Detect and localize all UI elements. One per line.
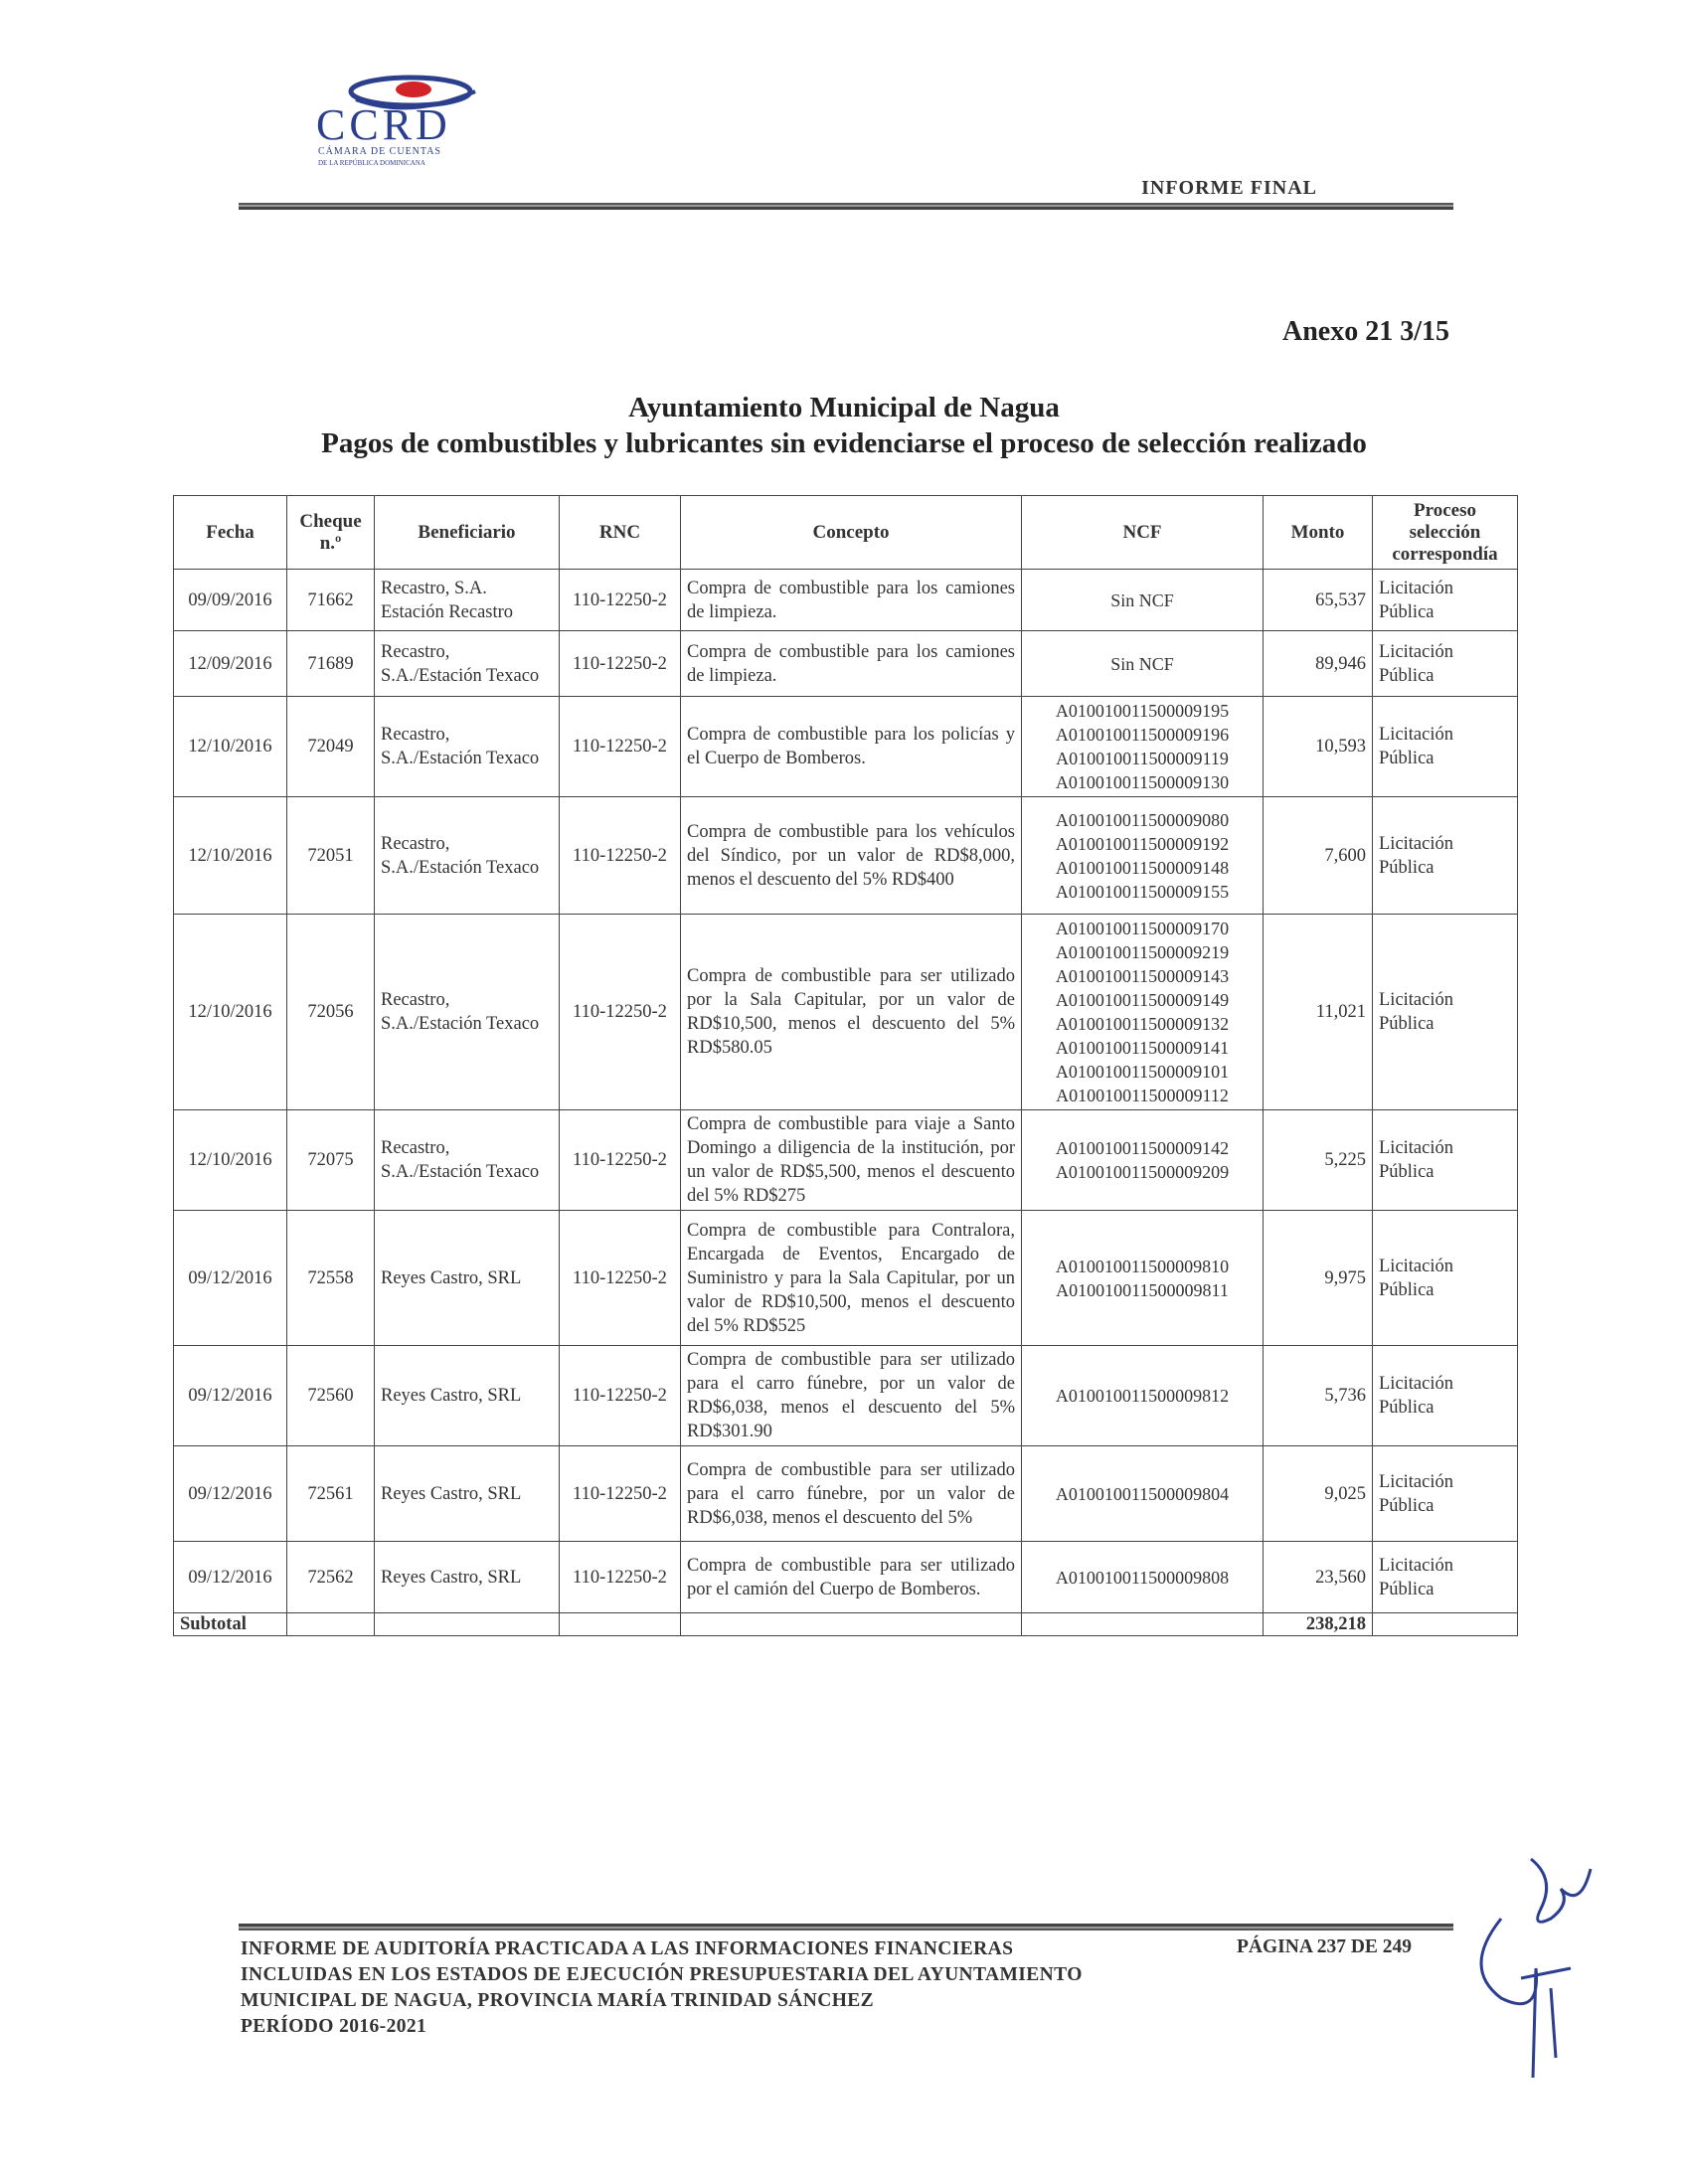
cell-proceso: Licitación Pública <box>1373 1110 1518 1211</box>
header-concepto: Concepto <box>681 496 1022 570</box>
cell-concepto: Compra de combustible para ser utilizado por el camión del Cuerpo de Bomberos. <box>681 1542 1022 1613</box>
cell-concepto: Compra de combustible para ser utilizado para el carro fúnebre, por un valor de RD$6,038, menos el descuento del 5% RD$301.90 <box>681 1346 1022 1446</box>
ncf-code: A010010011500009219 <box>1055 942 1230 962</box>
page-number: PÁGINA 237 DE 249 <box>1237 1936 1413 1957</box>
cell-beneficiario: Reyes Castro, SRL <box>375 1446 560 1542</box>
report-label: INFORME FINAL <box>1141 177 1317 199</box>
cell-fecha: 12/10/2016 <box>174 1110 287 1211</box>
cell-cheque: 72056 <box>287 915 375 1110</box>
ncf-code: A010010011500009080 <box>1055 809 1230 830</box>
subtotal-row <box>174 1613 1518 1636</box>
cell-ncf <box>1022 1446 1264 1542</box>
table-row <box>174 1446 1518 1542</box>
header-rule <box>239 203 1453 210</box>
cell-concepto: Compra de combustible para ser utilizado para el carro fúnebre, por un valor de RD$6,038, menos el descuento del 5% <box>681 1446 1022 1542</box>
cell-cheque: 72049 <box>287 697 375 797</box>
cell-monto: 9,025 <box>1264 1446 1373 1542</box>
ncf-code: Sin NCF <box>1110 589 1174 610</box>
table-row <box>174 797 1518 915</box>
cell-rnc: 110-12250-2 <box>560 915 681 1110</box>
cell-rnc: 110-12250-2 <box>560 1110 681 1211</box>
handwritten-signature <box>1461 1849 1601 2088</box>
cell-ncf <box>1022 1542 1264 1613</box>
svg-text:DE LA REPÚBLICA DOMINICANA: DE LA REPÚBLICA DOMINICANA <box>318 159 425 167</box>
cell-beneficiario: Recastro, S.A./Estación Texaco <box>375 915 560 1110</box>
header-proceso: Proceso selección correspondía <box>1373 496 1518 570</box>
cell-beneficiario: Reyes Castro, SRL <box>375 1542 560 1613</box>
page-title: Ayuntamiento Municipal de Nagua <box>628 392 1060 423</box>
payments-table <box>173 495 1518 1636</box>
cell-cheque: 72561 <box>287 1446 375 1542</box>
cell-beneficiario: Recastro, S.A./Estación Texaco <box>375 797 560 915</box>
cell-ncf <box>1022 697 1264 797</box>
ncf-code: Sin NCF <box>1110 653 1174 674</box>
cell-beneficiario: Recastro, S.A./Estación Texaco <box>375 1110 560 1211</box>
header-monto: Monto <box>1264 496 1373 570</box>
cell-cheque: 71689 <box>287 631 375 697</box>
ncf-code: A010010011500009195 <box>1055 701 1230 721</box>
cell-monto: 5,736 <box>1264 1346 1373 1446</box>
header-rnc: RNC <box>560 496 681 570</box>
cell-rnc: 110-12250-2 <box>560 1211 681 1346</box>
cell-rnc: 110-12250-2 <box>560 797 681 915</box>
cell-cheque: 72051 <box>287 797 375 915</box>
cell-beneficiario: Reyes Castro, SRL <box>375 1346 560 1446</box>
cell-concepto: Compra de combustible para los camiones de limpieza. <box>681 570 1022 631</box>
ncf-code: A010010011500009143 <box>1055 966 1230 986</box>
ncf-code: A010010011500009148 <box>1055 857 1230 878</box>
cell-cheque: 72562 <box>287 1542 375 1613</box>
table-row <box>174 915 1518 1110</box>
footer-line: MUNICIPAL DE NAGUA, PROVINCIA MARÍA TRINIDAD SÁNCHEZ <box>241 1990 875 2011</box>
cell-beneficiario: Recastro, S.A. Estación Recastro <box>375 570 560 631</box>
cell-ncf <box>1022 1346 1264 1446</box>
cell-monto: 9,975 <box>1264 1211 1373 1346</box>
header-cheque: Cheque n.º <box>287 496 375 570</box>
signature-graphic <box>1461 1849 1601 2088</box>
table-row <box>174 631 1518 697</box>
footer-text <box>241 1936 1235 2040</box>
ncf-code: A010010011500009811 <box>1056 1279 1229 1300</box>
cell-ncf <box>1022 1211 1264 1346</box>
cell-cheque: 71662 <box>287 570 375 631</box>
cell-cheque: 72558 <box>287 1211 375 1346</box>
table-row <box>174 1110 1518 1211</box>
ncf-code: A010010011500009130 <box>1055 772 1230 792</box>
cell-rnc: 110-12250-2 <box>560 1346 681 1446</box>
page-titles <box>0 390 1688 461</box>
cell-proceso: Licitación Pública <box>1373 570 1518 631</box>
cell-concepto: Compra de combustible para los camiones de limpieza. <box>681 631 1022 697</box>
cell-rnc: 110-12250-2 <box>560 1446 681 1542</box>
ncf-code: A010010011500009149 <box>1055 990 1230 1010</box>
cell-monto: 7,600 <box>1264 797 1373 915</box>
cell-fecha: 09/12/2016 <box>174 1346 287 1446</box>
ncf-code: A010010011500009112 <box>1056 1086 1229 1105</box>
cell-ncf <box>1022 631 1264 697</box>
cell-beneficiario: Recastro, S.A./Estación Texaco <box>375 631 560 697</box>
cell-monto: 10,593 <box>1264 697 1373 797</box>
ncf-code: A010010011500009170 <box>1055 919 1230 938</box>
table-row <box>174 1346 1518 1446</box>
ncf-code: A010010011500009812 <box>1055 1386 1230 1406</box>
ccrd-logo-graphic <box>316 62 545 171</box>
cell-rnc: 110-12250-2 <box>560 631 681 697</box>
cell-proceso: Licitación Pública <box>1373 1446 1518 1542</box>
ccrd-logo <box>316 62 545 171</box>
cell-proceso: Licitación Pública <box>1373 631 1518 697</box>
ncf-code: A010010011500009192 <box>1055 833 1230 854</box>
cell-proceso: Licitación Pública <box>1373 1346 1518 1446</box>
cell-concepto: Compra de combustible para los vehículos del Síndico, por un valor de RD$8,000, menos el descuento del 5% RD$400 <box>681 797 1022 915</box>
subtotal-value: 238,218 <box>1264 1613 1373 1636</box>
footer-line: INCLUIDAS EN LOS ESTADOS DE EJECUCIÓN PRESUPUESTARIA DEL AYUNTAMIENTO <box>241 1964 1083 1985</box>
cell-beneficiario: Recastro, S.A./Estación Texaco <box>375 697 560 797</box>
cell-beneficiario: Reyes Castro, SRL <box>375 1211 560 1346</box>
cell-fecha: 09/12/2016 <box>174 1542 287 1613</box>
page-subtitle: Pagos de combustibles y lubricantes sin evidenciarse el proceso de selección realizado <box>321 427 1367 459</box>
cell-rnc: 110-12250-2 <box>560 697 681 797</box>
cell-rnc: 110-12250-2 <box>560 570 681 631</box>
ncf-code: A010010011500009808 <box>1055 1567 1230 1588</box>
footer-rule <box>239 1924 1453 1931</box>
cell-monto: 5,225 <box>1264 1110 1373 1211</box>
svg-text:CÁMARA DE CUENTAS: CÁMARA DE CUENTAS <box>318 146 441 157</box>
cell-concepto: Compra de combustible para Contralora, Encargada de Eventos, Encargado de Suministro y para la Sala Capitular, por un valor de RD$10,500, menos el descuento del 5% RD$525 <box>681 1211 1022 1346</box>
cell-monto: 65,537 <box>1264 570 1373 631</box>
header-ncf: NCF <box>1022 496 1264 570</box>
cell-fecha: 09/12/2016 <box>174 1446 287 1542</box>
ncf-code: A010010011500009804 <box>1055 1483 1230 1504</box>
cell-concepto: Compra de combustible para los policías y el Cuerpo de Bomberos. <box>681 697 1022 797</box>
ncf-code: A010010011500009155 <box>1055 881 1230 902</box>
cell-fecha: 12/10/2016 <box>174 797 287 915</box>
ncf-code: A010010011500009196 <box>1055 725 1230 745</box>
cell-monto: 23,560 <box>1264 1542 1373 1613</box>
footer-line: INFORME DE AUDITORÍA PRACTICADA A LAS INFORMACIONES FINANCIERAS <box>241 1938 1014 1959</box>
ncf-code: A010010011500009142 <box>1055 1138 1230 1158</box>
ncf-code: A010010011500009209 <box>1055 1162 1230 1182</box>
cell-ncf <box>1022 797 1264 915</box>
cell-rnc: 110-12250-2 <box>560 1542 681 1613</box>
table-body <box>174 570 1518 1613</box>
cell-fecha: 12/10/2016 <box>174 697 287 797</box>
table-row <box>174 697 1518 797</box>
cell-ncf <box>1022 915 1264 1110</box>
cell-cheque: 72075 <box>287 1110 375 1211</box>
cell-fecha: 12/09/2016 <box>174 631 287 697</box>
cell-monto: 11,021 <box>1264 915 1373 1110</box>
cell-proceso: Licitación Pública <box>1373 1542 1518 1613</box>
ncf-code: A010010011500009132 <box>1055 1014 1230 1034</box>
table-header-row <box>174 496 1518 570</box>
cell-proceso: Licitación Pública <box>1373 915 1518 1110</box>
header-fecha: Fecha <box>174 496 287 570</box>
cell-concepto: Compra de combustible para ser utilizado por la Sala Capitular, por un valor de RD$10,500, menos el descuento del 5% RD$580.05 <box>681 915 1022 1110</box>
cell-ncf <box>1022 1110 1264 1211</box>
cell-fecha: 09/12/2016 <box>174 1211 287 1346</box>
cell-fecha: 12/10/2016 <box>174 915 287 1110</box>
subtotal-label: Subtotal <box>174 1613 287 1636</box>
cell-proceso: Licitación Pública <box>1373 797 1518 915</box>
cell-cheque: 72560 <box>287 1346 375 1446</box>
cell-concepto: Compra de combustible para viaje a Santo Domingo a diligencia de la institución, por un valor de RD$5,500, menos el descuento del 5% RD$275 <box>681 1110 1022 1211</box>
footer-line: PERÍODO 2016-2021 <box>241 2016 427 2037</box>
ncf-code: A010010011500009119 <box>1056 749 1229 768</box>
table-row <box>174 1542 1518 1613</box>
table-row <box>174 1211 1518 1346</box>
ncf-code: A010010011500009101 <box>1055 1062 1230 1082</box>
ncf-code: A010010011500009810 <box>1055 1256 1230 1276</box>
cell-proceso: Licitación Pública <box>1373 1211 1518 1346</box>
cell-proceso: Licitación Pública <box>1373 697 1518 797</box>
cell-fecha: 09/09/2016 <box>174 570 287 631</box>
annex-number: Anexo 21 3/15 <box>1282 316 1449 347</box>
svg-text:CCRD: CCRD <box>316 100 451 149</box>
ncf-code: A010010011500009141 <box>1055 1038 1230 1058</box>
cell-monto: 89,946 <box>1264 631 1373 697</box>
header-beneficiario: Beneficiario <box>375 496 560 570</box>
cell-ncf <box>1022 570 1264 631</box>
table-row <box>174 570 1518 631</box>
